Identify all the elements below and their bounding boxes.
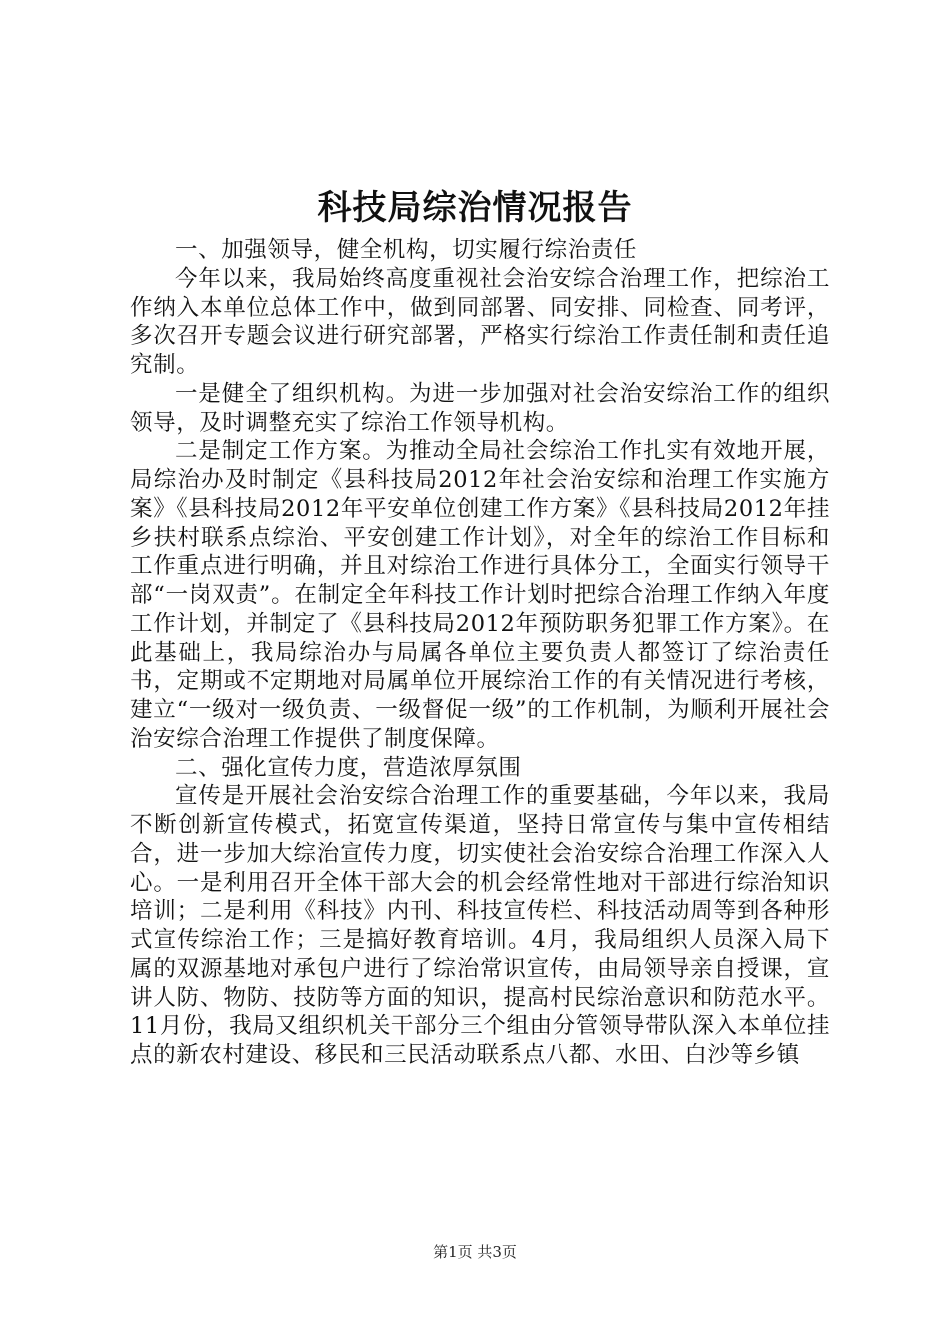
page-number-footer: 第1页 共3页 — [433, 1243, 517, 1261]
document-body — [130, 236, 830, 1070]
paragraph: 二是制定工作方案。为推动全局社会综治工作扎实有效地开展，局综治办及时制定《县科技局2012年社会治安综和治理工作实施方案》《县科技局2012年平安单位创建工作方案》《县科技局2012年挂乡扶村联系点综治、平安创建工作计划》，对全年的综治工作目标和工作重点进行明确，并且对综治工作进行具体分工，全面实行领导干部“一岗双责”。在制定全年科技工作计划时把综合治理工作纳入年度工作计划，并制定了《县科技局2012年预防职务犯罪工作方案》。在此基础上，我局综治办与局属各单位主要负责人都签订了综治责任书，定期或不定期地对局属单位开展综治工作的有关情况进行考核，建立“一级对一级负责、一级督促一级”的工作机制，为顺利开展社会治安综合治理工作提供了制度保障。 — [130, 438, 830, 752]
paragraph: 一是健全了组织机构。为进一步加强对社会治安综治工作的组织领导，及时调整充实了综治工作领导机构。 — [130, 380, 830, 436]
paragraph: 今年以来，我局始终高度重视社会治安综合治理工作，把综治工作纳入本单位总体工作中，做到同部署、同安排、同检查、同考评，多次召开专题会议进行研究部署，严格实行综治工作责任制和责任追究制。 — [130, 265, 830, 378]
paragraph: 宣传是开展社会治安综合治理工作的重要基础，今年以来，我局不断创新宣传模式，拓宽宣传渠道，坚持日常宣传与集中宣传相结合，进一步加大综治宣传力度，切实使社会治安综合治理工作深入人心。一是利用召开全体干部大会的机会经常性地对干部进行综治知识培训；二是利用《科技》内刊、科技宣传栏、科技活动周等到各种形式宣传综治工作；三是搞好教育培训。4月，我局组织人员深入局下属的双源基地对承包户进行了综治常识宣传，由局领导亲自授课，宣讲人防、物防、技防等方面的知识，提高村民综治意识和防范水平。11月份，我局又组织机关干部分三个组由分管领导带队深入本单位挂点的新农村建设、移民和三民活动联系点八都、水田、白沙等乡镇 — [130, 783, 830, 1068]
section-heading-2: 二、强化宣传力度，营造浓厚氛围 — [175, 754, 522, 781]
document-title: 科技局综治情况报告 — [317, 188, 633, 228]
section-heading-1: 一、加强领导，健全机构，切实履行综治责任 — [175, 237, 638, 263]
